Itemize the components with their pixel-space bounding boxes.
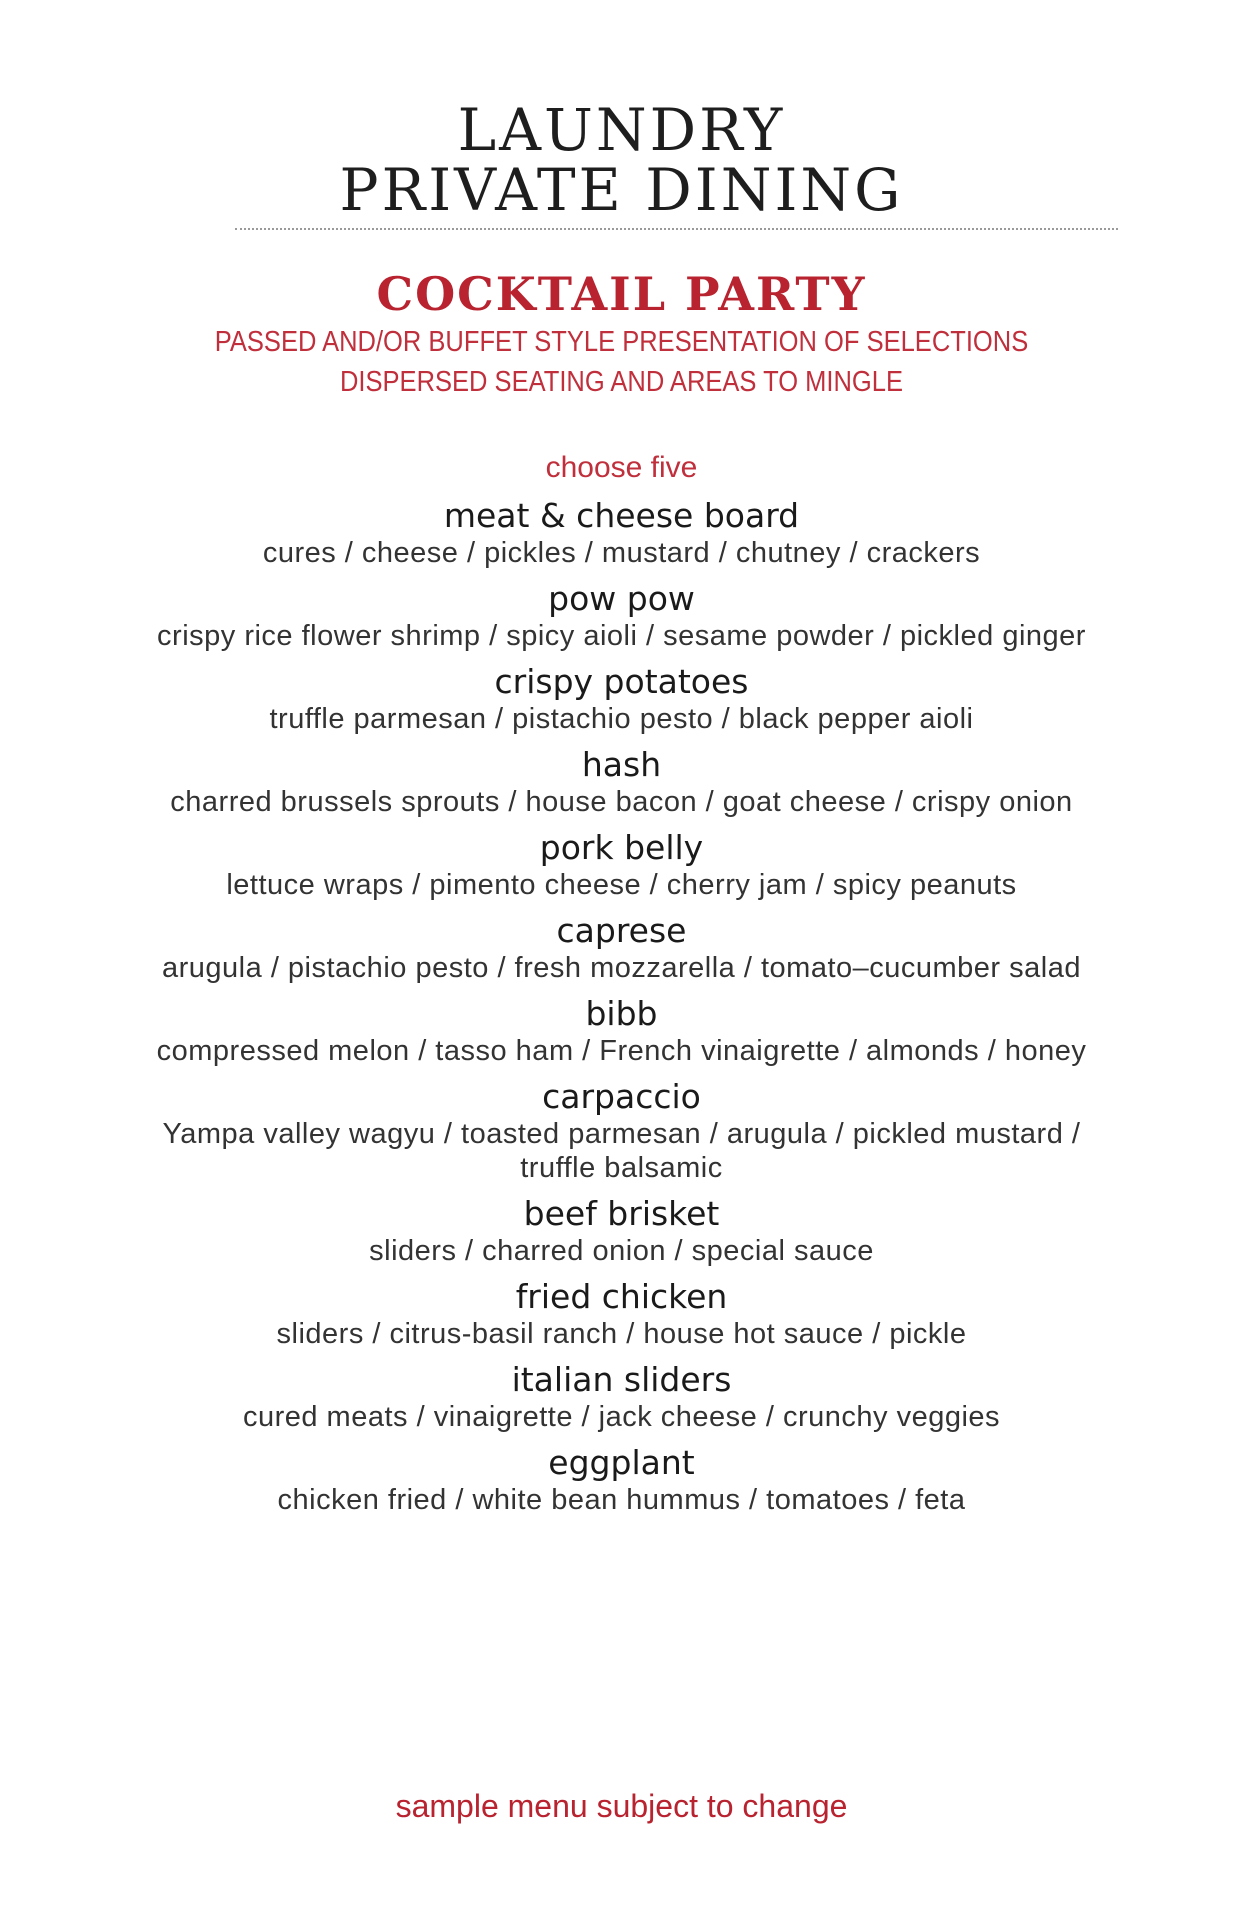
menu-item-name: crispy potatoes xyxy=(494,662,749,701)
menu-item xyxy=(0,911,1243,985)
menu-item-description: arugula / pistachio pesto / fresh mozzarella / tomato–cucumber salad xyxy=(162,952,1081,984)
menu-item xyxy=(0,745,1243,819)
menu-item-description: charred brussels sprouts / house bacon / goat cheese / crispy onion xyxy=(170,786,1073,818)
menu-item xyxy=(0,579,1243,653)
choose-label: choose five xyxy=(545,451,698,484)
section-header xyxy=(0,266,1243,402)
menu-item-name: fried chicken xyxy=(515,1277,728,1316)
menu-item xyxy=(0,496,1243,570)
menu-item-name: bibb xyxy=(585,994,658,1033)
menu-item xyxy=(0,662,1243,736)
menu-item-name: pow pow xyxy=(548,579,695,618)
menu-item-name: beef brisket xyxy=(523,1194,720,1233)
menu-item-name: eggplant xyxy=(548,1443,695,1482)
menu-item xyxy=(0,1443,1243,1517)
menu-item xyxy=(0,994,1243,1068)
menu-item xyxy=(0,1360,1243,1434)
menu-item-description: sliders / citrus-basil ranch / house hot sauce / pickle xyxy=(276,1318,967,1350)
menu-item xyxy=(0,1194,1243,1268)
menu-item xyxy=(0,1077,1243,1185)
menu-item-description: sliders / charred onion / special sauce xyxy=(369,1235,874,1267)
menu-item-description: Yampa valley wagyu / toasted parmesan / arugula / pickled mustard / truffle balsamic xyxy=(162,1118,1081,1184)
menu-item-description: lettuce wraps / pimento cheese / cherry jam / spicy peanuts xyxy=(226,869,1017,901)
menu-item-name: pork belly xyxy=(539,828,704,867)
restaurant-name: LAUNDRY xyxy=(457,96,786,164)
dotted-divider xyxy=(235,228,1118,230)
header xyxy=(0,96,1243,224)
footer-note: sample menu subject to change xyxy=(395,1788,848,1824)
menu-item-name: caprese xyxy=(556,911,687,950)
menu-item-description: cures / cheese / pickles / mustard / chutney / crackers xyxy=(262,537,981,569)
menu-item-description: cured meats / vinaigrette / jack cheese / crunchy veggies xyxy=(242,1401,1001,1433)
menu-item-description: chicken fried / white bean hummus / tomatoes / feta xyxy=(277,1484,966,1516)
menu-list xyxy=(0,496,1243,1526)
section-title: COCKTAIL PARTY xyxy=(376,267,867,321)
menu-item-name: meat & cheese board xyxy=(443,496,800,535)
menu-item-description: crispy rice flower shrimp / spicy aioli / sesame powder / pickled ginger xyxy=(157,620,1086,652)
section-subtitle-1: PASSED AND/OR BUFFET STYLE PRESENTATION OF SELECTIONS xyxy=(214,326,1029,358)
menu-item-name: carpaccio xyxy=(542,1077,701,1116)
menu-item-description: compressed melon / tasso ham / French vinaigrette / almonds / honey xyxy=(156,1035,1087,1067)
menu-item xyxy=(0,828,1243,902)
section-subtitle-2: DISPERSED SEATING AND AREAS TO MINGLE xyxy=(339,366,904,398)
menu-item-description: truffle parmesan / pistachio pesto / black pepper aioli xyxy=(269,703,974,735)
menu-item-name: italian sliders xyxy=(511,1360,732,1399)
menu-item xyxy=(0,1277,1243,1351)
menu-item-name: hash xyxy=(581,745,662,784)
restaurant-subtitle: PRIVATE DINING xyxy=(339,156,904,224)
